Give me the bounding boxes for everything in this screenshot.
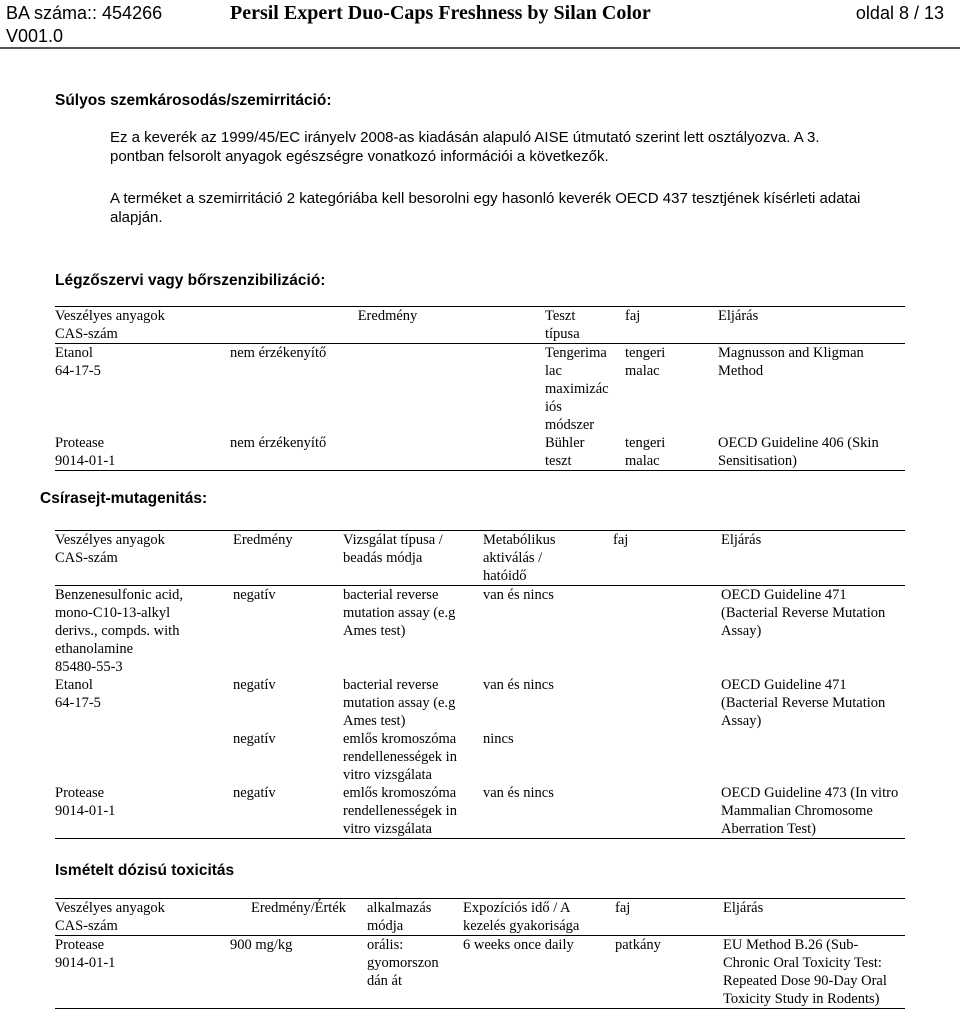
table-row xyxy=(55,434,905,471)
sens-header-row xyxy=(55,307,905,344)
exposure: 6 weeks once daily xyxy=(463,937,574,953)
table-row xyxy=(55,730,905,784)
header-doc-id xyxy=(6,2,162,48)
test-type: Bühler teszt xyxy=(545,435,585,469)
document-title: Persil Expert Duo-Caps Freshness by Silan Color xyxy=(230,2,651,24)
result: negatív xyxy=(233,785,276,801)
repeat-table xyxy=(55,898,905,1009)
table-row xyxy=(55,784,905,839)
col-species: faj xyxy=(613,531,721,586)
eye-p1-line2: pontban felsorolt anyagok egészségre vonatkozó információi a következők. xyxy=(110,148,609,165)
col-application: alkalmazás módja xyxy=(367,899,463,936)
result: nem érzékenyítő xyxy=(230,345,327,361)
sens-table xyxy=(55,306,905,471)
col-method: Eljárás xyxy=(718,307,905,344)
species: tengeri malac xyxy=(625,345,666,379)
species xyxy=(613,676,721,730)
col-activation: Metabólikus aktiválás / hatóidő xyxy=(483,531,613,586)
activation: van és nincs xyxy=(483,677,554,693)
substance: Protease 9014-01-1 xyxy=(55,785,116,819)
repeat-heading: Ismételt dózisú toxicitás xyxy=(55,862,235,879)
col-test-type: Teszt típusa xyxy=(545,307,625,344)
method: OECD Guideline 471 (Bacterial Reverse Mutation Assay) xyxy=(721,677,886,729)
activation: van és nincs xyxy=(483,587,554,603)
result: nem érzékenyítő xyxy=(230,435,327,451)
col-substance: Veszélyes anyagok CAS-szám xyxy=(55,899,230,936)
col-result: Eredmény xyxy=(230,307,545,344)
eye-p2-line1: A terméket a szemirritáció 2 kategóriába kell besorolni egy hasonló keverék OECD 437 tesztjének kísérleti adatai xyxy=(110,190,861,207)
repeat-header-row xyxy=(55,899,905,936)
species xyxy=(613,586,721,677)
table-row xyxy=(55,936,905,1009)
substance-name: Etanol xyxy=(55,345,93,361)
eye-p2-line2: alapján. xyxy=(110,209,163,226)
test-type: emlős kromoszóma rendellenességek in vitro vizsgálata xyxy=(343,785,457,837)
method xyxy=(721,730,905,784)
test-type: bacterial reverse mutation assay (e.g Ames test) xyxy=(343,587,456,639)
col-species: faj xyxy=(625,307,718,344)
version: V001.0 xyxy=(6,26,64,46)
eye-heading: Súlyos szemkárosodás/szemirritáció: xyxy=(55,92,332,109)
test-type: Tengerima lac maximizác iós módszer xyxy=(545,345,609,433)
test-type: bacterial reverse mutation assay (e.g Ames test) xyxy=(343,677,456,729)
method: OECD Guideline 471 (Bacterial Reverse Mutation Assay) xyxy=(721,587,886,639)
page-number: oldal 8 / 13 xyxy=(855,3,944,23)
eye-p1-line1: Ez a keverék az 1999/45/EC irányelv 2008-as kiadásán alapuló AISE útmutató szerint lett osztályozva. A 3. xyxy=(110,129,820,146)
method: Magnusson and Kligman Method xyxy=(718,345,864,379)
activation: van és nincs xyxy=(483,785,554,801)
species: tengeri malac xyxy=(625,435,666,469)
col-substance: Veszélyes anyagok CAS-szám xyxy=(55,307,230,344)
col-result: Eredmény xyxy=(233,531,343,586)
substance-name: Protease xyxy=(55,435,105,451)
col-exposure: Expozíciós idő / A kezelés gyakorisága xyxy=(463,899,615,936)
result: 900 mg/kg xyxy=(230,937,293,953)
eye-paragraph-2 xyxy=(110,189,860,227)
species xyxy=(613,730,721,784)
sens-heading: Légzőszervi vagy bőrszenzibilizáció: xyxy=(55,272,326,289)
header-divider xyxy=(0,47,960,49)
species xyxy=(613,784,721,839)
muta-header-row xyxy=(55,531,905,586)
table-row xyxy=(55,586,905,677)
substance: Etanol 64-17-5 xyxy=(55,677,101,711)
substance: Protease 9014-01-1 xyxy=(55,937,116,971)
ba-number: BA száma:: 454266 xyxy=(6,3,163,23)
table-row xyxy=(55,344,905,435)
species: patkány xyxy=(615,937,661,953)
result: negatív xyxy=(233,677,276,693)
muta-heading: Csírasejt-mutagenitás: xyxy=(40,490,208,507)
result: negatív xyxy=(233,587,276,603)
muta-table xyxy=(55,530,905,839)
col-method: Eljárás xyxy=(723,899,905,936)
table-row xyxy=(55,676,905,730)
substance: Benzenesulfonic acid, mono-C10-13-alkyl derivs., compds. with ethanolamine 85480-55-3 xyxy=(55,587,184,675)
col-substance: Veszélyes anyagok CAS-szám xyxy=(55,531,233,586)
col-method: Eljárás xyxy=(721,531,905,586)
method: OECD Guideline 473 (In vitro Mammalian Chromosome Aberration Test) xyxy=(721,785,899,837)
eye-paragraph-1 xyxy=(110,128,820,166)
test-type: emlős kromoszóma rendellenességek in vitro vizsgálata xyxy=(343,731,457,783)
result: negatív xyxy=(233,731,276,747)
col-result: Eredmény/Érték xyxy=(230,899,367,936)
cas-number: 64-17-5 xyxy=(55,363,101,379)
cas-number: 9014-01-1 xyxy=(55,453,116,469)
method: OECD Guideline 406 (Skin Sensitisation) xyxy=(718,435,879,469)
activation: nincs xyxy=(483,731,514,747)
application: orális: gyomorszon dán át xyxy=(367,937,439,989)
substance xyxy=(55,730,233,784)
col-test-type: Vizsgálat típusa / beadás módja xyxy=(343,531,483,586)
method: EU Method B.26 (Sub- Chronic Oral Toxicity Test: Repeated Dose 90-Day Oral Toxicity Study in Rodents) xyxy=(723,937,887,1007)
col-species: faj xyxy=(615,899,723,936)
